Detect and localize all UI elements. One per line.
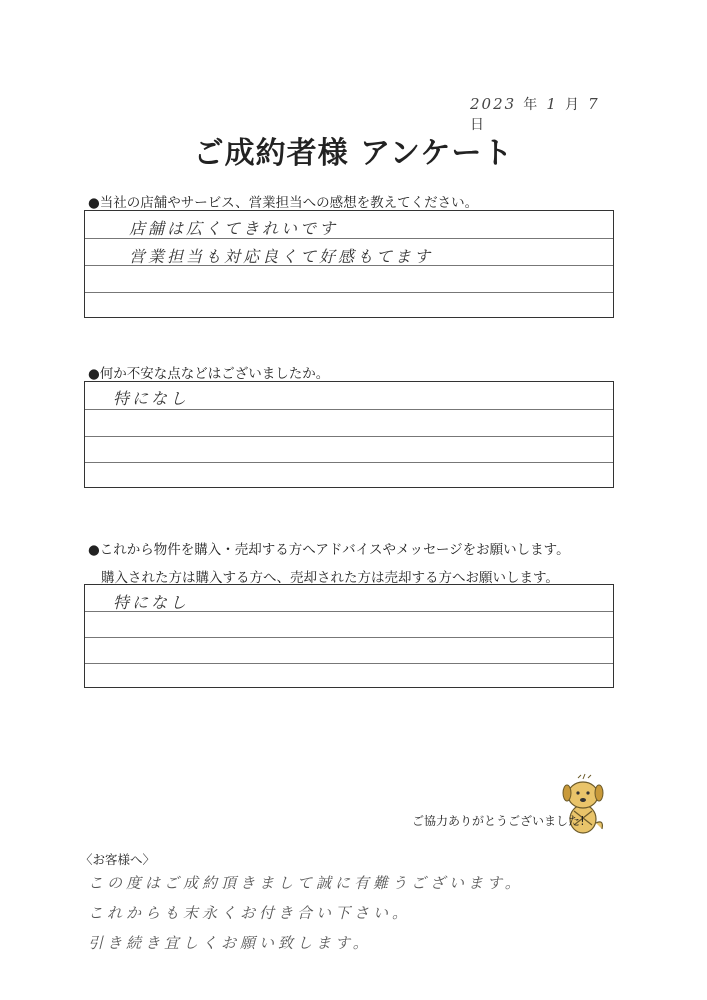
answer-1-line-2: 営業担当も対応良くて好感もてます [129,247,434,266]
question-2: ●何か不安な点などはございましたか。 [88,366,330,382]
date-year-label: 年 [523,97,540,113]
customer-message [88,870,524,960]
answer-2-line-1: 特になし [113,389,190,408]
answer-box-1 [84,210,614,318]
question-3: ●これから物件を購入・売却する方へアドバイスやメッセージをお願いします。 [88,542,570,558]
date-year: 2023 [470,95,517,113]
ruled-line [85,409,613,410]
date-day-label: 日 [470,117,486,133]
ruled-line [85,637,613,638]
date-month-label: 月 [565,97,582,113]
date-day: 7 [588,95,600,113]
answer-box-2 [84,381,614,488]
answer-3-line-1: 特になし [113,593,190,612]
answer-box-3 [84,584,614,688]
question-1: ●当社の店舗やサービス、営業担当への感想を教えてください。 [88,195,479,211]
message-line-1: この度はご成約頂きまして誠に有難うございます。 [88,874,524,892]
ruled-line [85,292,613,293]
ruled-line [85,436,613,437]
ruled-line [85,663,613,664]
thanks-text: ご協力ありがとうございました! [412,814,585,828]
date-month: 1 [546,95,558,113]
customer-heading: 〈お客様へ〉 [80,852,156,867]
message-line-3: 引き続き宜しくお願い致します。 [88,934,372,952]
message-line-2: これからも末永くお付き合い下さい。 [88,904,412,922]
page-title: ご成約者様 アンケート [193,136,514,171]
answer-1-line-1: 店舗は広くてきれいです [129,219,339,238]
question-3-sub: 購入された方は購入する方へ、売却された方は売却する方へお願いします。 [101,570,559,586]
ruled-line [85,462,613,463]
